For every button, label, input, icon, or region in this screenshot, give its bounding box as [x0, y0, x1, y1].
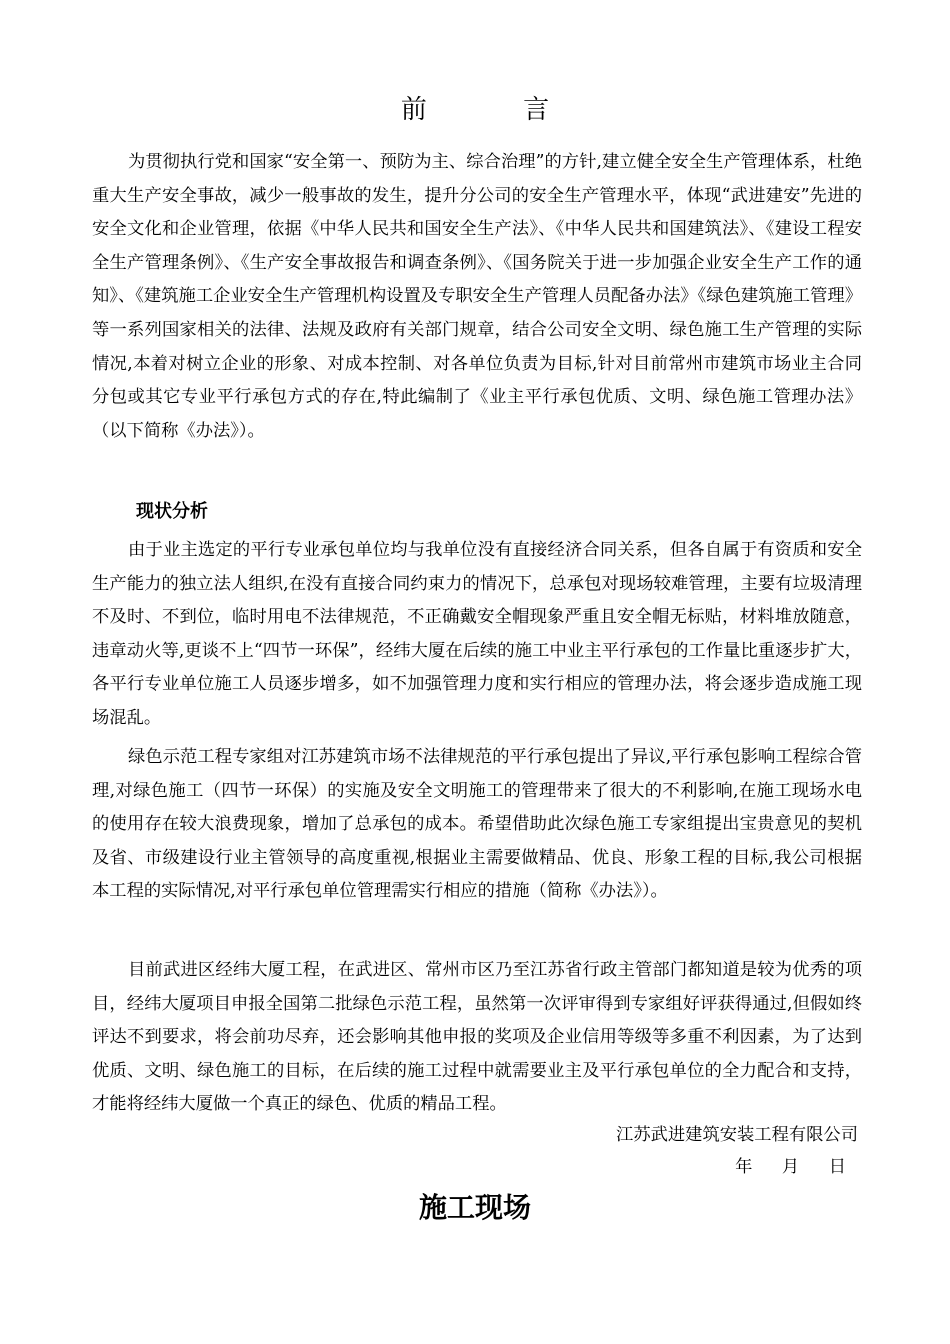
signature-organization: 江苏武进建筑安装工程有限公司 — [616, 1125, 858, 1145]
section-heading-status: 现状分析 — [136, 501, 208, 522]
signature-date: 年 月 日 — [735, 1157, 858, 1177]
status-paragraph-3: 目前武进区经纬大厦工程，在武进区、常州市区乃至江苏省行政主管部门都知道是较为优秀的项目，经纬大厦项目申报全国第二批绿色示范工程，虽然第一次评审得到专家组好评获得通过,但假如终评达不到要求，将会前功尽弃，还会影响其他申报的奖项及企业信用等级等多重不利因素，为了达到优质、文明、绿色施工的目标，在后续的施工过程中就需要业主及平行承包单位的全力配合和支持，才能将经纬大厦做一个真正的绿色、优质的精品工程。 — [92, 960, 862, 1115]
next-section-heading: 施工现场 — [418, 1191, 531, 1224]
status-paragraph-1: 由于业主选定的平行专业承包单位均与我单位没有直接经济合同关系，但各自属于有资质和安全生产能力的独立法人组织,在没有直接合同约束力的情况下，总承包对现场较难管理，主要有垃圾清理不及时、不到位，临时用电不法律规范，不正确戴安全帽现象严重且安全帽无标贴，材料堆放随意，违章动火等,更谈不上“四节一环保”，经纬大厦在后续的施工中业主平行承包的工作量比重逐步扩大，各平行专业单位施工人员逐步增多，如不加强管理力度和实行相应的管理办法，将会逐步造成施工现场混乱。 — [92, 540, 862, 728]
status-paragraph-2: 绿色示范工程专家组对江苏建筑市场不法律规范的平行承包提出了异议,平行承包影响工程综合管理,对绿色施工（四节一环保）的实施及安全文明施工的管理带来了很大的不利影响,在施工现场水电的使用存在较大浪费现象，增加了总承包的成本。希望借助此次绿色施工专家组提出宝贵意见的契机及省、市级建设行业主管领导的高度重视,根据业主需要做精品、优良、形象工程的目标,我公司根据本工程的实际情况,对平行承包单位管理需实行相应的措施（简称《办法》）。 — [92, 747, 862, 902]
intro-paragraph: 为贯彻执行党和国家“安全第一、预防为主、综合治理”的方针,建立健全安全生产管理体系，杜绝重大生产安全事故，减少一般事故的发生，提升分公司的安全生产管理水平，体现“武进建安”先进的安全文化和企业管理，依据《中华人民共和国安全生产法》、《中华人民共和国建筑法》、《建设工程安全生产管理条例》、《生产安全事故报告和调查条例》、《国务院关于进一步加强企业安全生产工作的通知》、《建筑施工企业安全生产管理机构设置及专职安全生产管理人员配备办法》《绿色建筑施工管理》等一系列国家相关的法律、法规及政府有关部门规章，结合公司安全文明、绿色施工生产管理的实际情况,本着对树立企业的形象、对成本控制、对各单位负责为目标,针对目前常州市建筑市场业主合同分包或其它专业平行承包方式的存在,特此编制了《业主平行承包优质、文明、绿色施工管理办法》（以下简称《办法》）。 — [92, 152, 862, 441]
document-title: 前 言 — [400, 95, 594, 125]
